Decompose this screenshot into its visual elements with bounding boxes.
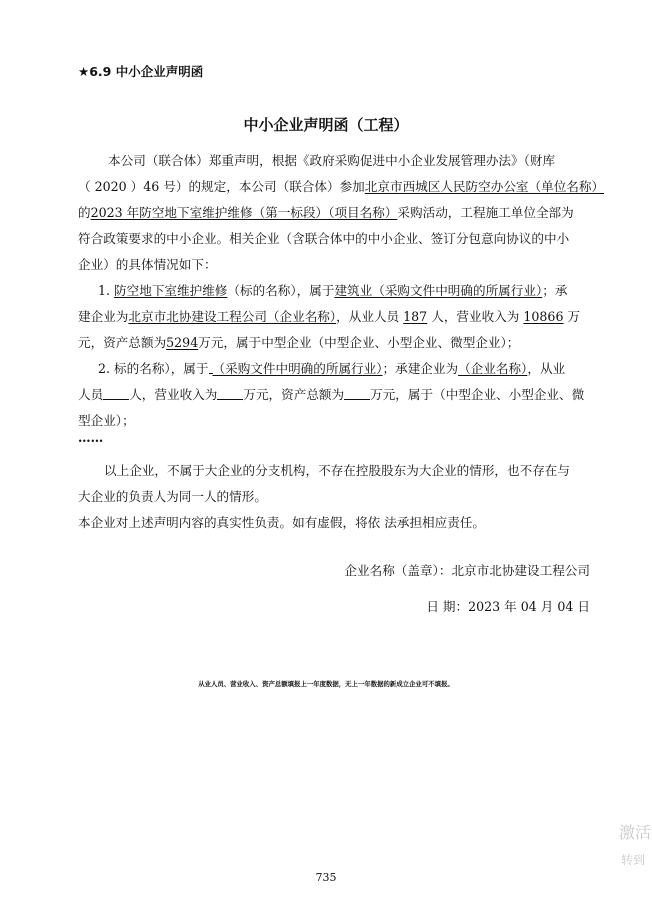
company-name-blank: （企业名称） [458,361,528,376]
intro-line-5: 企业）的具体情况如下： [78,257,217,272]
item-1-line-1: 1. 防空地下室维护维修（标的名称），属于建筑业（采购文件中明确的所属行业）；承 [98,283,568,298]
industry: 建筑业（采购文件中明确的所属行业） [334,283,543,298]
intro-line-1: 本公司（联合体）郑重声明，根据《政府采购促进中小企业发展管理办法》（财库 [108,153,556,168]
page-number: 735 [315,871,337,884]
item-2-line-3: 型企业）； [78,413,135,428]
item-1-line-2: 建企业为北京市北协建设工程公司（企业名称），从业人员 187 人，营业收入为 10866 万 [78,309,581,324]
ellipsis: …… [78,430,104,445]
unit-name: 北京市西城区人民防空办公室（单位名称） [364,179,605,194]
closing-line-2: 大企业的负责人为同一人的情形。 [78,489,267,504]
signature-date: 日 期：2023 年 04 月 04 日 [426,599,590,614]
assets-blank [344,387,370,400]
document-title: 中小企业声明函（工程） [243,116,409,134]
target-name: 防空地下室维护维修 [114,283,228,298]
revenue-blank [217,387,243,400]
intro-line-2: （ 2020 ）46 号）的规定，本公司（联合体）参加北京市西城区人民防空办公室（单位名称） [78,179,605,194]
item-2-line-2: 人员 人，营业收入为 万元，资产总额为 万元，属于（中型企业、小型企业、微 [78,387,585,402]
intro-line-3: 的2023 年防空地下室维护维修（第一标段）（项目名称）采购活动，工程施工单位全部为 [78,205,574,220]
item-2-line-1: 2. 标的名称），属于 （采购文件中明确的所属行业）；承建企业为（企业名称），从业 [98,361,566,376]
closing-line-1: 以上企业，不属于大企业的分支机构，不存在控股股东为大企业的情形，也不存在与 [104,463,570,478]
total-assets: 5294 [166,335,199,350]
intro-line-4: 符合政策要求的中小企业。相关企业（含联合体中的中小企业、签订分包意向协议的中小 [78,231,570,246]
revenue: 10866 [523,309,564,324]
industry-blank: （采购文件中明确的所属行业） [212,361,383,376]
staff-blank [103,387,129,400]
item-1-line-3: 元，资产总额为5294万元，属于中型企业（中型企业、小型企业、微型企业）； [78,335,520,350]
closing-line-3: 本企业对上述声明内容的真实性负责。如有虚假，将依 法承担相应责任。 [78,515,486,530]
activation-watermark-line-2: 转到 [621,853,646,867]
staff-count: 187 [403,309,428,324]
activation-watermark-line-1: 激活 [619,823,652,842]
company-name: 北京市北协建设工程公司（企业名称） [128,309,337,324]
project-name: 2023 年防空地下室维护维修（第一标段）（项目名称） [90,205,398,220]
section-heading: ★6.9 中小企业声明函 [78,64,204,79]
footnote: 从业人员、营业收入、资产总额填报上一年度数据，无上一年数据的新成立企业可不填报。 [198,680,454,688]
signature-company: 企业名称（盖章）：北京市北协建设工程公司 [344,563,590,578]
